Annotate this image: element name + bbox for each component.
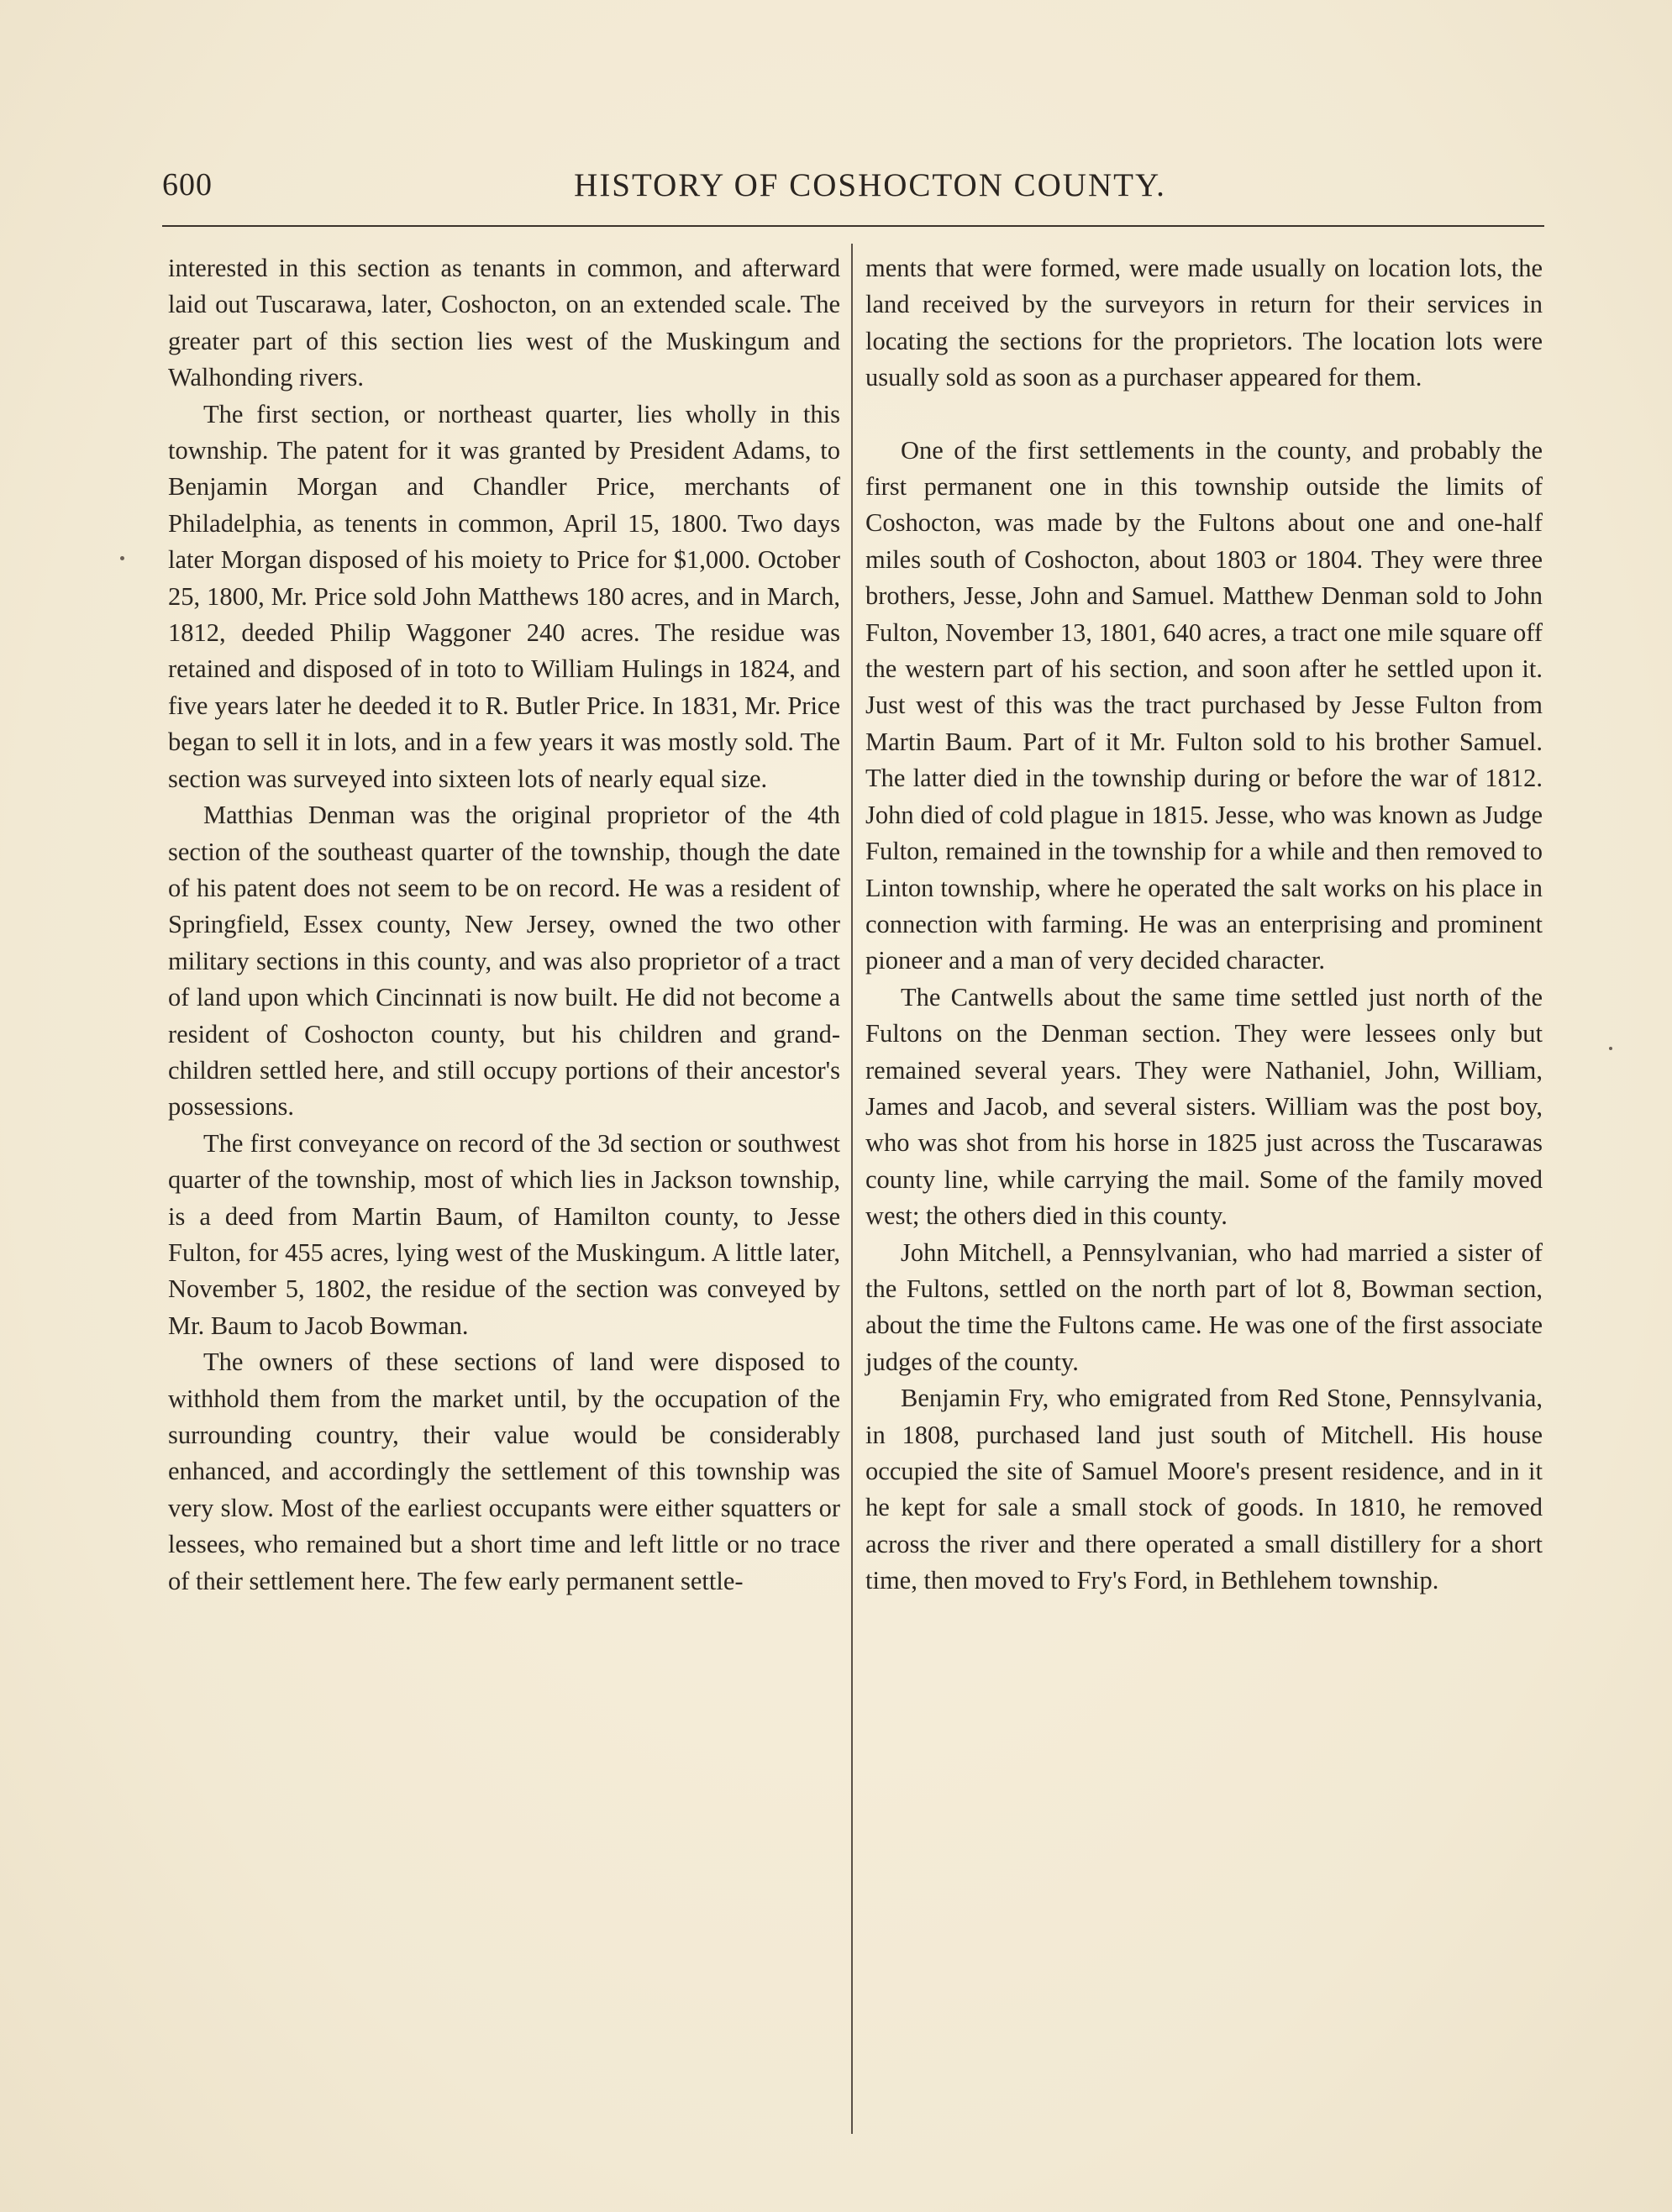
paragraph: The first section, or northeast quarter, lies wholly in this township. The patent for it was granted by President Adams, to Benjamin Morgan and Chandler Price, merchants of Philadelphia, as tenents in common, April 15, 1800. Two days later Morgan disposed of his moiety to Price for $1,000. October 25, 1800, Mr. Price sold John Matthews 180 acres, and in March, 1812, deeded Philip Waggoner 240 acres. The residue was retained and disposed of in toto to William Hulings in 1824, and five years later he deeded it to R. Butler Price. In 1831, Mr. Price began to sell it in lots, and in a few years it was mostly sold. The section was surveyed into sixteen lots of nearly equal size.	[168, 399, 840, 793]
header-rule	[162, 225, 1544, 227]
paragraph: interested in this section as tenants in common, and afterward laid out Tuscarawa, later, Coshocton, on an extended scale. The greater part of this section lies west of the Muskingum and Walhonding rivers.	[168, 254, 840, 392]
paragraph: The Cantwells about the same time settled just north of the Fultons on the Denman section. They were lessees only but remained several years. They were Nathaniel, John, William, James and Jacob, and several sisters. William was the post boy, who was shot from his horse in 1825 just across the Tuscarawas county line, while carrying the mail. Some of the family moved west; the others died in this county.	[865, 982, 1543, 1231]
page-header	[162, 166, 1544, 208]
paragraph: One of the first settlements in the county, and probably the first permanent one in this township outside the limits of Coshocton, was made by the Fultons about one and one-half miles south of Coshocton, about 1803 or 1804. They were three brothers, Jesse, John and Samuel. Matthew Denman sold to John Fulton, November 13, 1801, 640 acres, a tract one mile square off the western part of his section, and soon after he settled upon it. Just west of this was the tract purchased by Jesse Fulton from Martin Baum. Part of it Mr. Fulton sold to his brother Samuel. The latter died in the township during or before the war of 1812. John died of cold plague in 1815. Jesse, who was known as Judge Fulton, remained in the township for a while and then removed to Linton township, where he operated the salt works on his place in connection with farming. He was an enterprising and prominent pioneer and a man of very decided character.	[865, 435, 1543, 975]
margin-speck	[120, 556, 124, 560]
margin-speck	[1609, 1047, 1612, 1050]
left-column	[168, 250, 840, 1600]
running-title: HISTORY OF COSHOCTON COUNTY.	[574, 167, 1166, 203]
paragraph: Benjamin Fry, who emigrated from Red Stone, Pennsylvania, in 1808, purchased land just south of Mitchell. His house occupied the site of Samuel Moore's present residence, and in it he kept for sale a small stock of goods. In 1810, he removed across the river and there operated a small distillery for a short time, then moved to Fry's Ford, in Bethlehem township.	[865, 1384, 1543, 1595]
right-column	[865, 250, 1543, 1600]
paragraph: ments that were formed, were made usually on location lots, the land received by the surveyors in return for their services in locating the sections for the proprietors. The location lots were usually sold as soon as a purchaser appeared for them.	[865, 254, 1543, 392]
page-number: 600	[162, 167, 213, 202]
paragraph: Matthias Denman was the original proprietor of the 4th section of the southeast quarter of the township, though the date of his patent does not seem to be on record. He was a resident of Springfield, Essex county, New Jersey, owned the two other military sections in this county, and was also proprietor of a tract of land upon which Cincinnati is now built. He did not become a resident of Coshocton county, but his children and grand-children settled here, and still occupy portions of their ancestor's possessions.	[168, 801, 840, 1122]
paragraph: The owners of these sections of land were disposed to withhold them from the market until, by the occupation of the surrounding country, their value would be considerably enhanced, and accordingly the settlement of this township was very slow. Most of the earliest occupants were either squatters or lessees, who remained but a short time and left little or no trace of their settlement here. The few early permanent settle-	[168, 1348, 840, 1595]
paragraph: John Mitchell, a Pennsylvanian, who had married a sister of the Fultons, settled on the north part of lot 8, Bowman section, about the time the Fultons came. He was one of the first associate judges of the county.	[865, 1237, 1543, 1376]
column-divider	[851, 244, 853, 2134]
paragraph: The first conveyance on record of the 3d section or southwest quarter of the township, most of which lies in Jackson township, is a deed from Martin Baum, of Hamilton county, to Jesse Fulton, for 455 acres, lying west of the Muskingum. A little later, November 5, 1802, the residue of the section was conveyed by Mr. Baum to Jacob Bowman.	[168, 1128, 840, 1340]
